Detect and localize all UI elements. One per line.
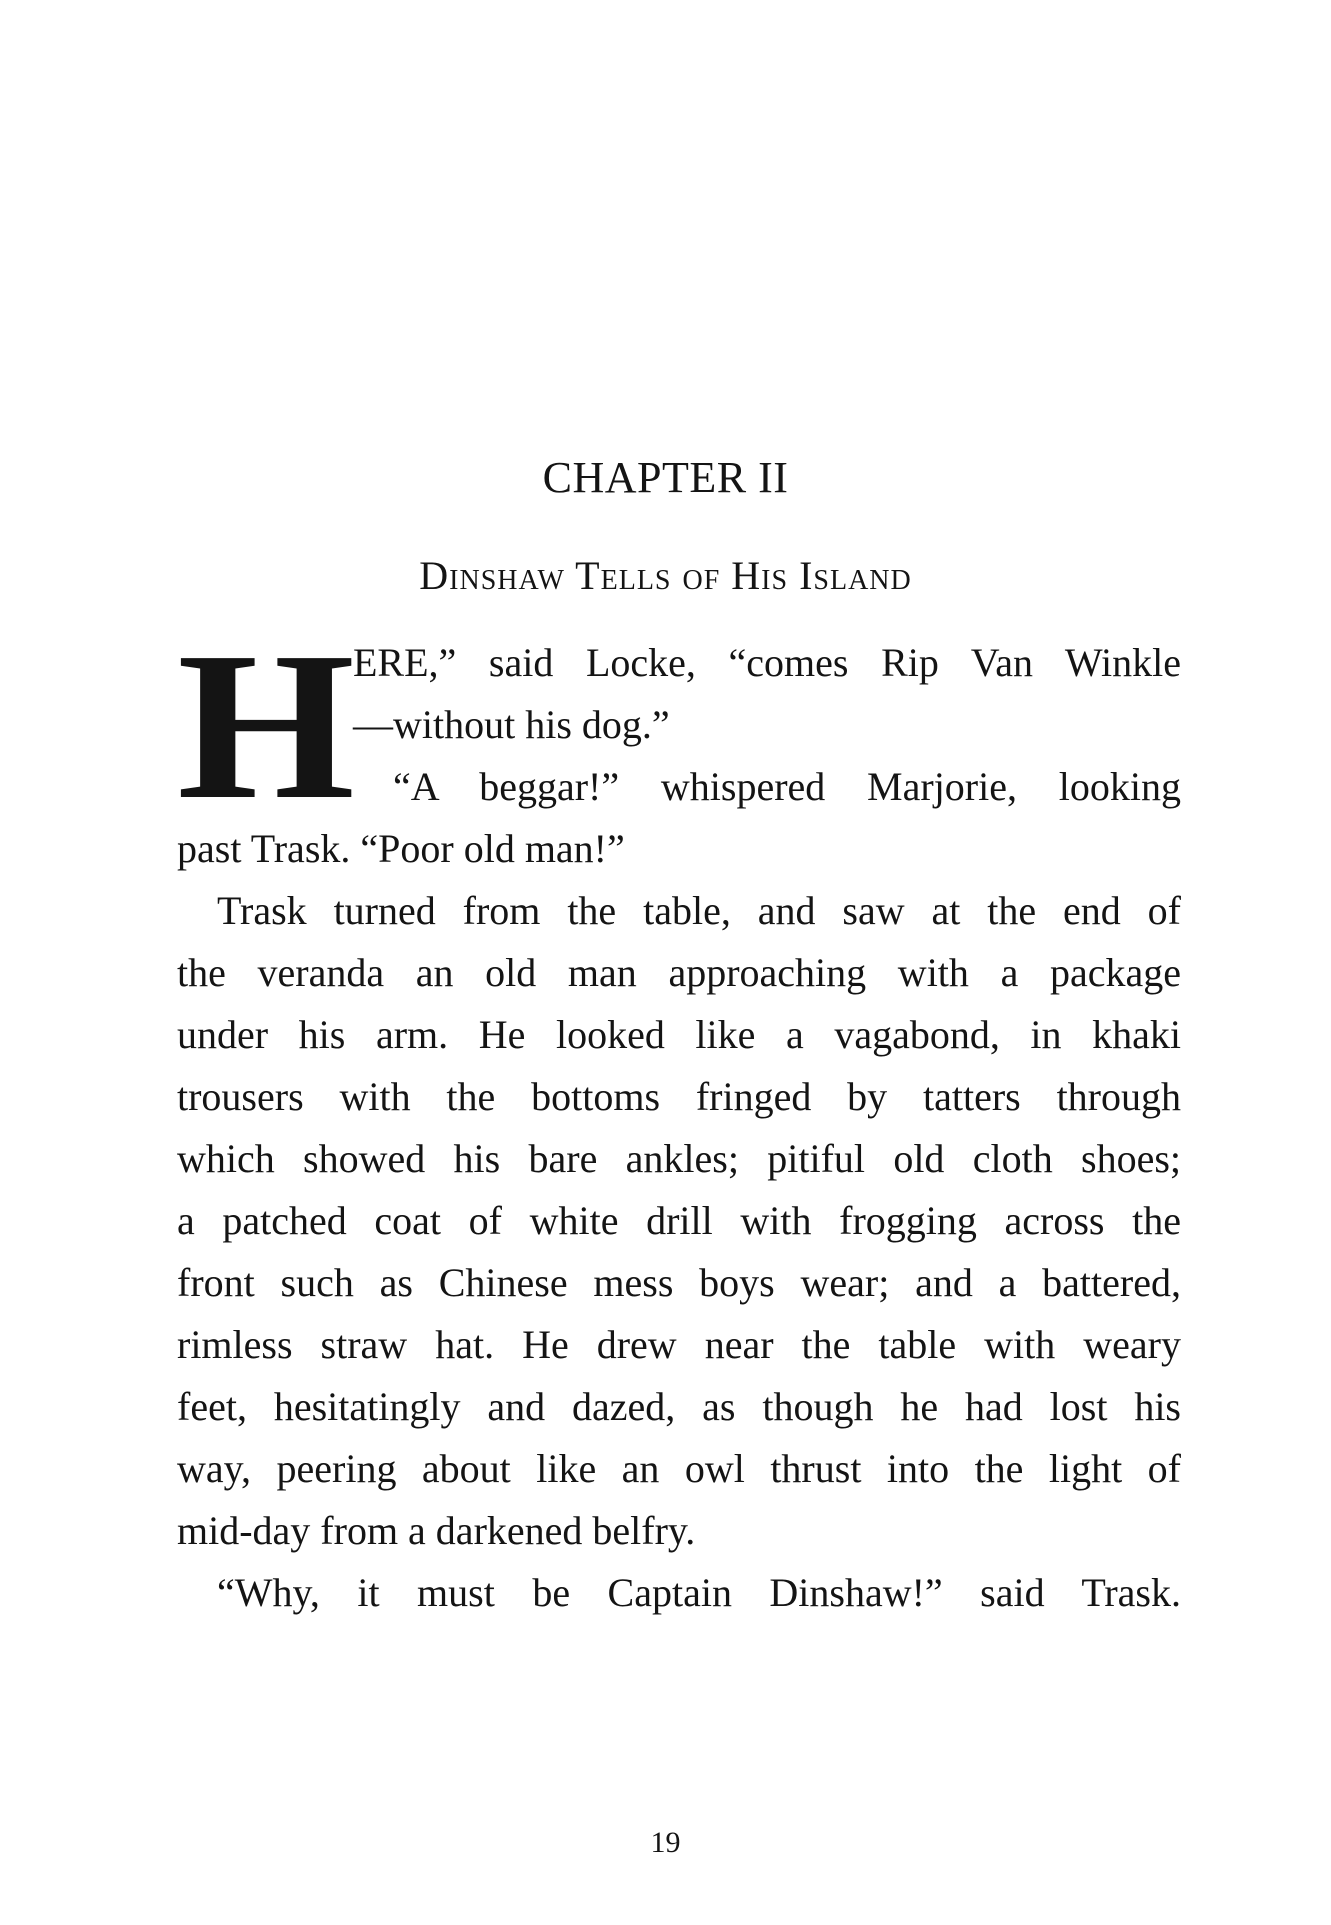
text-line: the veranda an old man approaching with a package — [177, 950, 1181, 995]
text-line: front such as Chinese mess boys wear; and a battered, — [177, 1260, 1181, 1305]
chapter-number: CHAPTER II — [542, 453, 789, 502]
text-line: feet, hesitatingly and dazed, as though he had lost his — [177, 1384, 1181, 1429]
text-line: past Trask. “Poor old man!” — [177, 826, 625, 871]
text-line: under his arm. He looked like a vagabond, in khaki — [177, 1012, 1181, 1057]
chapter-text — [177, 608, 1181, 1624]
text-line: way, peering about like an owl thrust into the light of — [177, 1446, 1181, 1491]
text-line: Trask turned from the table, and saw at the end of — [217, 888, 1181, 933]
text-line: ERE,” said Locke, “comes Rip Van Winkle — [353, 640, 1181, 685]
text-line: mid-day from a darkened belfry. — [177, 1508, 696, 1553]
text-line: a patched coat of white drill with frogging across the — [177, 1198, 1181, 1243]
page-number: 19 — [650, 1826, 681, 1859]
text-line: trousers with the bottoms fringed by tatters through — [177, 1074, 1181, 1119]
text-line: “A beggar!” whispered Marjorie, looking — [393, 764, 1181, 809]
text-line: rimless straw hat. He drew near the table with weary — [177, 1322, 1181, 1367]
text-line: —without his dog.” — [353, 702, 670, 747]
text-line: which showed his bare ankles; pitiful old cloth shoes; — [177, 1136, 1181, 1181]
chapter-title: Dinshaw Tells of His Island — [419, 553, 912, 598]
text-line: “Why, it must be Captain Dinshaw!” said Trask. — [217, 1570, 1181, 1615]
drop-cap: H — [177, 608, 351, 843]
